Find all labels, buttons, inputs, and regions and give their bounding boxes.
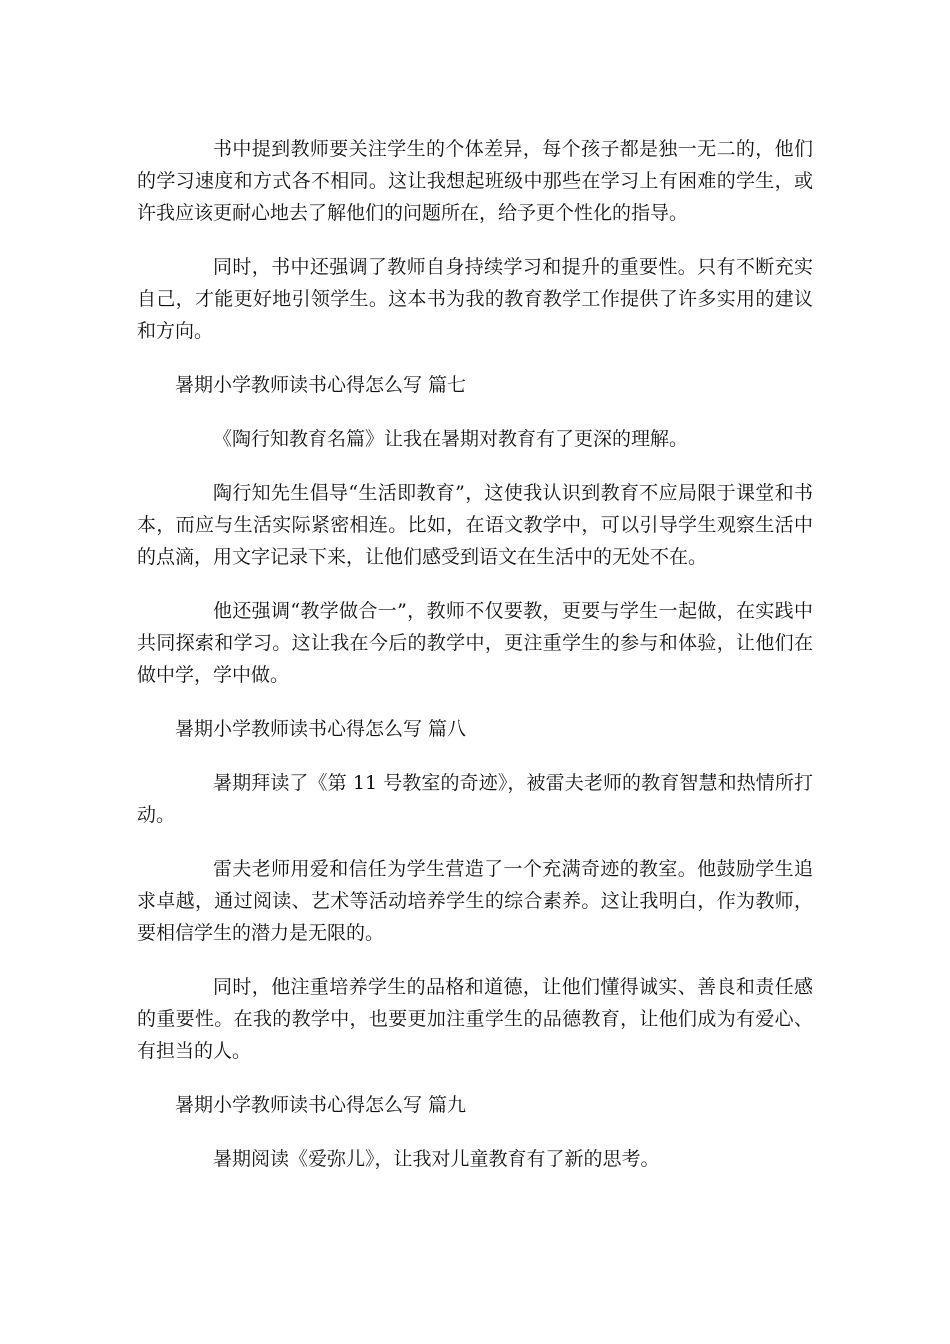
section-heading: 暑期小学教师读书心得怎么写 篇七 — [175, 374, 467, 396]
paragraph: 书中提到教师要关注学生的个体差异，每个孩子都是独一无二的，他们的学习速度和方式各不相同。这让我想起班级中那些在学习上有困难的学生，或许我应该更耐心地去了解他们的问题所在，给予更个性化的指导。 — [137, 138, 813, 224]
paragraph: 《陶行知教育名篇》让我在暑期对教育有了更深的理解。 — [213, 428, 689, 450]
paragraph: 雷夫老师用爱和信任为学生营造了一个充满奇迹的教室。他鼓励学生追求卓越，通过阅读、艺术等活动培养学生的综合素养。这让我明白，作为教师，要相信学生的潜力是无限的。 — [137, 858, 813, 944]
section-heading: 暑期小学教师读书心得怎么写 篇八 — [175, 718, 467, 740]
paragraph: 他还强调“教学做合一”，教师不仅要教，更要与学生一起做，在实践中共同探索和学习。这让我在今后的教学中，更注重学生的参与和体验，让他们在做中学，学中做。 — [137, 600, 813, 686]
paragraph: 陶行知先生倡导“生活即教育”，这使我认识到教育不应局限于课堂和书本，而应与生活实际紧密相连。比如，在语文教学中，可以引导学生观察生活中的点滴，用文字记录下来，让他们感受到语文在生活中的无处不在。 — [137, 482, 813, 568]
section-heading: 暑期小学教师读书心得怎么写 篇九 — [175, 1094, 467, 1116]
paragraph: 同时，他注重培养学生的品格和道德，让他们懂得诚实、善良和责任感的重要性。在我的教学中，也要更加注重学生的品德教育，让他们成为有爱心、有担当的人。 — [137, 976, 813, 1062]
document-body — [137, 133, 813, 1197]
paragraph: 同时，书中还强调了教师自身持续学习和提升的重要性。只有不断充实自己，才能更好地引领学生。这本书为我的教育教学工作提供了许多实用的建议和方向。 — [137, 256, 813, 342]
paragraph: 暑期拜读了《第 11 号教室的奇迹》，被雷夫老师的教育智慧和热情所打动。 — [137, 772, 813, 826]
paragraph: 暑期阅读《爱弥儿》，让我对儿童教育有了新的思考。 — [213, 1148, 660, 1170]
